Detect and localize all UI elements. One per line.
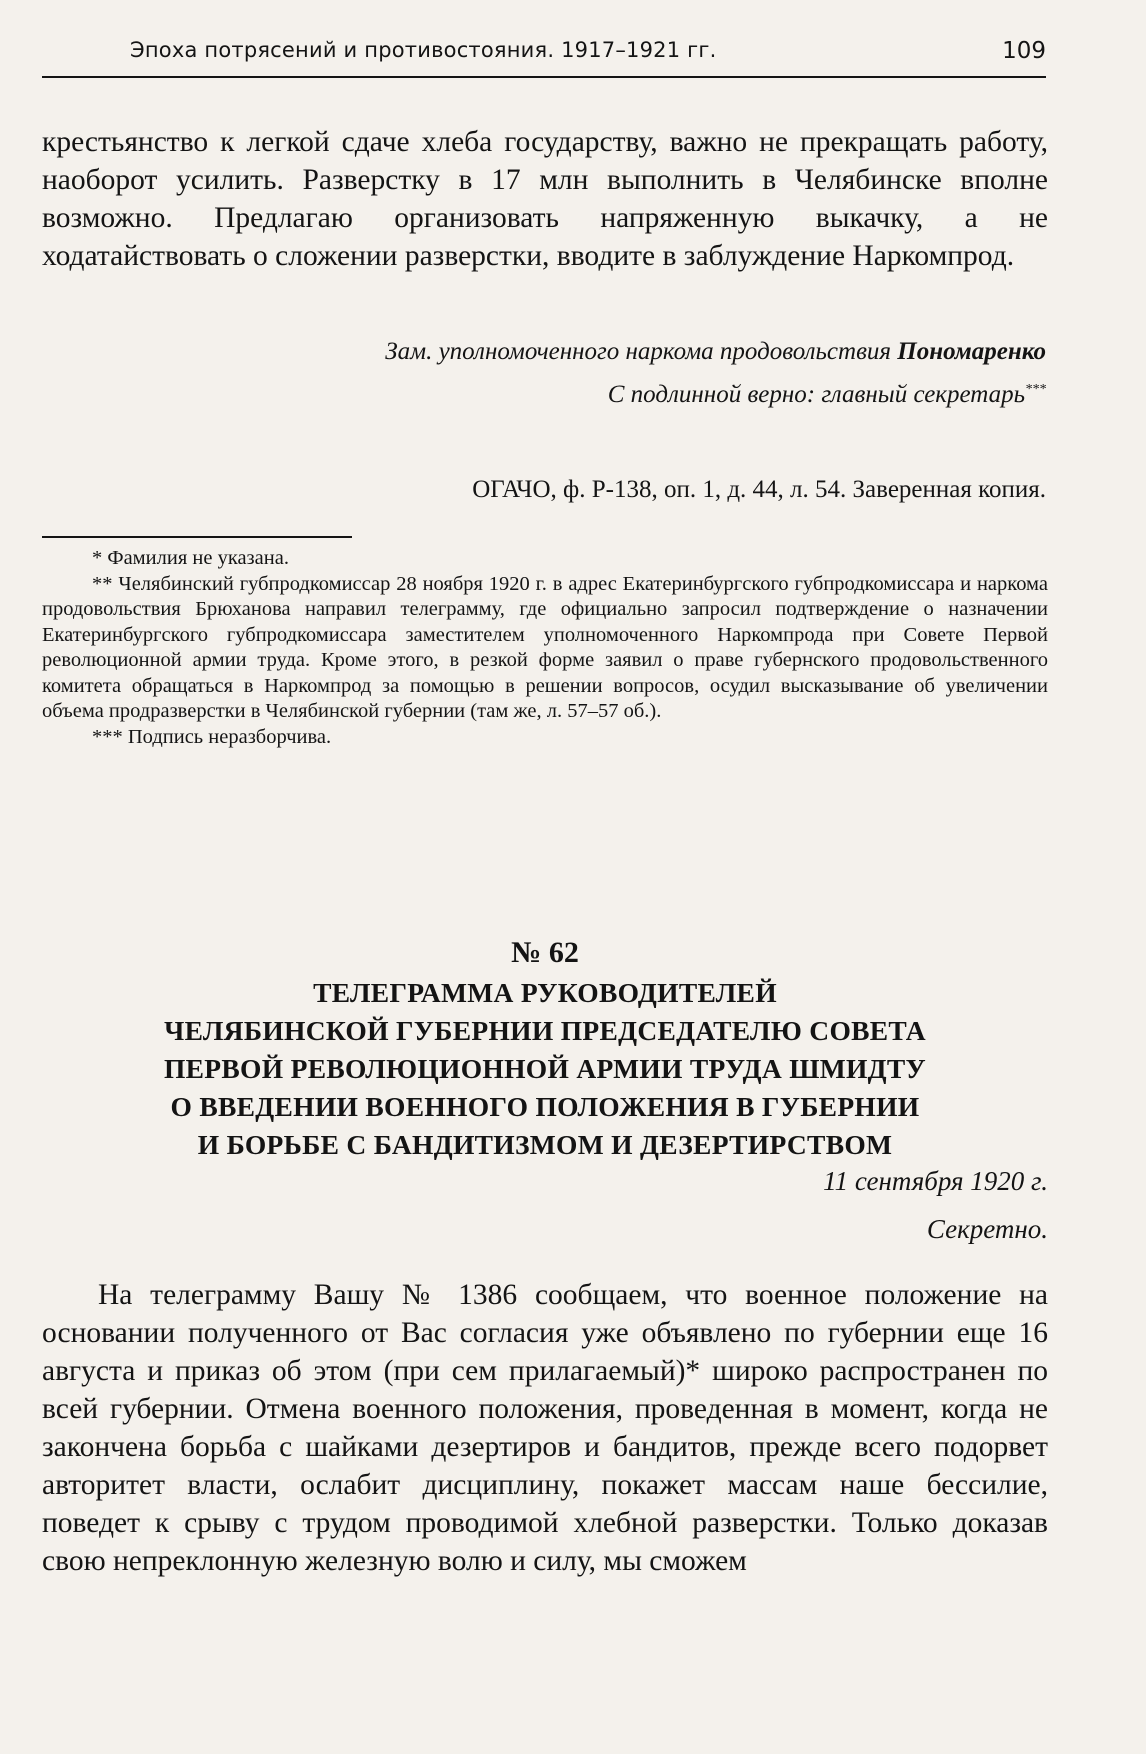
document-title-line: ТЕЛЕГРАММА РУКОВОДИТЕЛЕЙ (313, 977, 777, 1008)
document-title (42, 974, 1048, 1164)
running-head-title: Эпоха потрясений и противостояния. 1917–1921 гг. (130, 38, 717, 62)
document-date: 11 сентября 1920 г. (823, 1166, 1048, 1196)
signature-line (385, 336, 1046, 368)
footnote-rule (42, 536, 352, 538)
document-title-line: ЧЕЛЯБИНСКОЙ ГУБЕРНИИ ПРЕДСЕДАТЕЛЮ СОВЕТА (164, 1015, 926, 1046)
archive-reference: ОГАЧО, ф. Р-138, оп. 1, д. 44, л. 54. Заверенная копия. (472, 476, 1046, 503)
document-title-line: И БОРЬБЕ С БАНДИТИЗМОМ И ДЕЗЕРТИРСТВОМ (197, 1129, 893, 1160)
footnote: * Фамилия не указана. (92, 547, 289, 569)
continuation-paragraph: крестьянство к легкой сдаче хлеба государству, важно не прекращать работу, наоборот усилить. Разверстку в 17 млн выполнить в Челябинске вполне возможно. Предлагаю организовать напряженную выкачку, а не ходатайствовать о сложении разверстки, вводите в заблуждение Наркомпрод. (42, 126, 1048, 272)
footnote: ** Челябинский губпродкомиссар 28 ноября 1920 г. в адрес Екатеринбургского губпродкомиссара и наркома продовольствия Брюханова направил телеграмму, где официально запросил подтверждение о назначении Екатеринбургского губпродкомиссара заместителем уполномоченного Наркомпрода при Совете Первой революционной армии труда. Кроме этого, в резкой форме заявил о праве губернского продовольственного комитета обращаться в Наркомпрод за помощью в решении вопросов, осудил высказывание об увеличении объема продразверстки в Челябинской губернии (там же, л. 57–57 об.). (42, 572, 1048, 722)
classification-mark: Секретно. (926, 1214, 1048, 1244)
certification-line (608, 374, 1046, 411)
page-number: 109 (1002, 38, 1046, 64)
footnote: *** Подпись неразборчива. (92, 725, 332, 748)
document-number: № 62 (511, 936, 579, 969)
signer-name: Пономаренко (897, 338, 1046, 365)
header-rule (42, 76, 1046, 78)
document-title-line: ПЕРВОЙ РЕВОЛЮЦИОННОЙ АРМИИ ТРУДА ШМИДТУ (163, 1053, 927, 1084)
running-head (42, 38, 1046, 82)
footnotes (42, 546, 1048, 750)
certification-footnote-mark: *** (1025, 382, 1046, 397)
document-title-line: О ВВЕДЕНИИ ВОЕННОГО ПОЛОЖЕНИЯ В ГУБЕРНИИ (170, 1091, 920, 1122)
signer-position: Зам. уполномоченного наркома продовольствия (385, 338, 892, 365)
document-body: На телеграмму Вашу № 1386 сообщаем, что военное положение на основании полученного от Вас согласия уже объявлено по губернии еще 16 августа и приказ об этом (при сем прилагаемый)* широко распространен по всей губернии. Отмена военного положения, проведенная в момент, когда не закончена борьба с шайками дезертиров и бандитов, прежде всего подорвет авторитет власти, ослабит дисциплину, покажет массам наше бессилие, поведет к срыву с трудом проводимой хлебной разверстки. Только доказав свою непреклонную железную волю и силу, мы сможем (42, 1279, 1048, 1577)
certification-text: С подлинной верно: главный секретарь (607, 381, 1025, 408)
